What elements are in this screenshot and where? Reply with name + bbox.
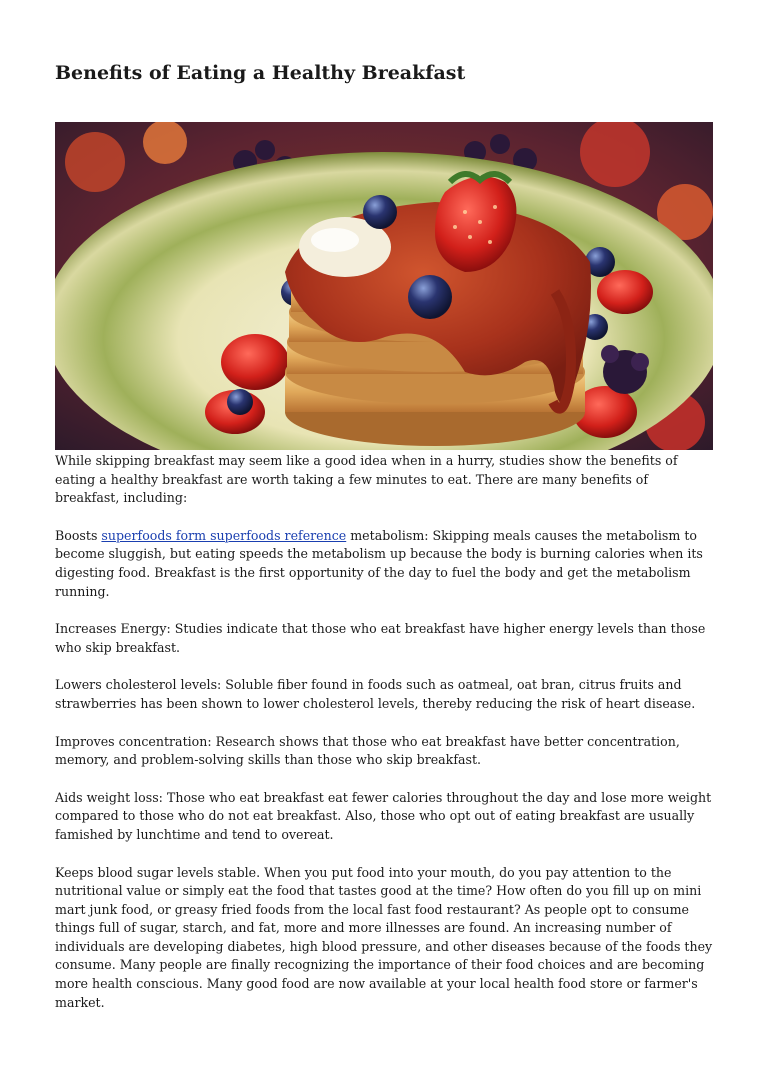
paragraph-cholesterol: Lowers cholesterol levels: Soluble fiber found in foods such as oatmeal, oat bran, citrus fruits and strawberries has been shown to lower cholesterol levels, thereby reducing the risk of heart disease. [55, 677, 696, 711]
superfoods-link[interactable]: superfoods form superfoods reference [101, 527, 347, 543]
metabolism-prefix: Boosts [55, 527, 102, 543]
paragraph-intro: While skipping breakfast may seem like a good idea when in a hurry, studies show the benefits of eating a healthy breakfast are worth taking a few minutes to eat. There are many benefits of breakfast, including: [55, 453, 678, 506]
paragraph-metabolism [55, 527, 715, 601]
paragraph-concentration: Improves concentration: Research shows that those who eat breakfast have better concentration, memory, and problem-solving skills than those who skip breakfast. [55, 733, 680, 768]
paragraph-energy: Increases Energy: Studies indicate that those who eat breakfast have higher energy levels than those who skip breakfast. [55, 621, 706, 655]
paragraph-blood-sugar: Keeps blood sugar levels stable. When you put food into your mouth, do you pay attention to the nutritional value or simply eat the food that tastes good at the time? How often do you fill up on mini mart junk food, or greasy fried foods from the local fast food restaurant? As people opt to consume things full of sugar, starch, and fat, more and more illnesses are found. An increasing number of individuals are developing diabetes, high blood pressure, and other diseases because of the foods they consume. Many people are finally recognizing the importance of their food choices and are becoming more health conscious. Many good food are now available at your local health food store or farmer's market. [55, 864, 713, 1010]
pancake-illustration [55, 122, 713, 450]
metabolism-text: metabolism: Skipping meals causes the metabolism to become sluggish, but eating speeds the metabolism up because the body is burning calories when its digesting food. Breakfast is the first opportunity of the day to fuel the body and get the metabolism running. [55, 527, 703, 599]
article-body [55, 452, 715, 1031]
pancakes-photo [55, 122, 713, 450]
page-title: Benefits of Eating a Healthy Breakfast [55, 62, 466, 84]
paragraph-weight-loss: Aids weight loss: Those who eat breakfast eat fewer calories throughout the day and lose more weight compared to those who do not eat breakfast. Also, those who opt out of eating breakfast are usually famished by lunchtime and tend to overeat. [55, 789, 712, 842]
